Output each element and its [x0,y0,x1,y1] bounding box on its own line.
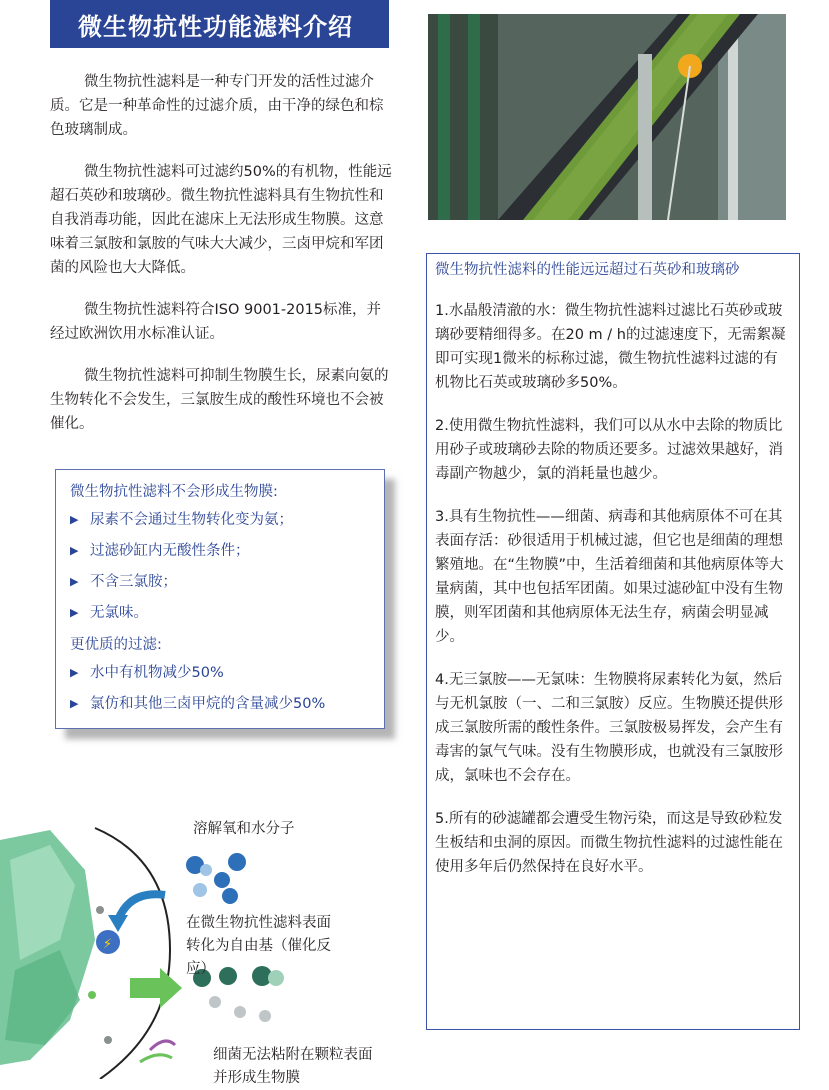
diagram-label-bacteria: 细菌无法粘附在颗粒表面并形成生物膜 [213,1047,373,1086]
biofilm-info-box [55,469,385,729]
conveyor-belt-photo [428,14,786,220]
intro-paragraph: 微生物抗性滤料符合ISO 9001-2015标准，并经过欧洲饮用水标准认证。 [50,302,382,342]
list-item: ▶ 不含三氯胺； [70,571,370,593]
diagram-label-oxygen: 溶解氧和水分子 [193,821,295,837]
performance-paragraph: 5.所有的砂滤罐都会遭受生物污染，而这是导致砂粒发生板结和虫洞的原因。而微生物抗性滤料的过滤性能在使用多年后仍然保持在良好水平。 [435,811,783,875]
intro-paragraph: 微生物抗性滤料可抑制生物膜生长，尿素向氨的生物转化不会发生，三氯胺生成的酸性环境也不会被催化。 [50,368,389,432]
list-item: ▶ 水中有机物减少50% [70,662,370,684]
list-item: ▶ 过滤砂缸内无酸性条件； [70,540,370,562]
performance-heading: 微生物抗性滤料的性能远远超过石英砂和玻璃砂 [435,262,740,278]
list-item: ▶ 尿素不会通过生物转化变为氨； [70,509,370,531]
diagram-label-radicals: 在微生物抗性滤料表面转化为自由基（催化反应） [186,915,331,977]
svg-text:⚡: ⚡ [103,937,113,952]
performance-paragraph: 2.使用微生物抗性滤料，我们可以从水中去除的物质比用砂子或玻璃砂去除的物质还要多。过滤效果越好，消毒副产物越少，氯的消耗量也越少。 [435,418,783,482]
list-item: ▶ 无氯味。 [70,602,370,624]
conveyor-photo-illustration [428,14,786,220]
catalysis-diagram [0,800,400,1086]
info-box-heading: 微生物抗性滤料不会形成生物膜: [70,484,278,500]
list-item: ▶ 氯仿和其他三卤甲烷的含量减少50% [70,693,370,715]
info-box-subheading: 更优质的过滤: [70,637,162,653]
info-box-list [70,509,370,624]
page-title: 微生物抗性功能滤料介绍 [50,0,389,48]
performance-paragraph: 3.具有生物抗性——细菌、病毒和其他病原体不可在其表面存活：砂很适用于机械过滤，但它也是细菌的理想繁殖地。在“生物膜”中，生活着细菌和其他病原体等大量病菌，其中也包括军团菌。如果过滤砂缸中没有生物膜，则军团菌和其他病原体无法生存，病菌会明显减少。 [435,509,784,645]
intro-paragraph: 微生物抗性滤料是一种专门开发的活性过滤介质。它是一种革命性的过滤介质，由干净的绿色和棕色玻璃制成。 [50,74,384,138]
info-box-list-2 [70,662,370,715]
performance-paragraph: 4.无三氯胺——无氯味：生物膜将尿素转化为氨，然后与无机氯胺（一、二和三氯胺）反应。生物膜还提供形成三氯胺所需的酸性条件。三氯胺极易挥发，会产生有毒害的氯气气味。没有生物膜形成，也就没有三氯胺形成，氯味也不会存在。 [435,672,783,784]
performance-paragraph: 1.水晶般清澈的水：微生物抗性滤料过滤比石英砂或玻璃砂要精细得多。在20 m / h的过滤速度下，无需絮凝即可实现1微米的标称过滤，微生物抗性滤料过滤的有机物比石英或玻璃砂多50%。 [435,303,786,391]
performance-box [426,253,800,1030]
intro-text [50,70,395,454]
intro-paragraph: 微生物抗性滤料可过滤约50%的有机物，性能远超石英砂和玻璃砂。微生物抗性滤料具有生物抗性和自我消毒功能，因此在滤床上无法形成生物膜。这意味着三氯胺和氯胺的气味大大减少，三卤甲烷和军团菌的风险也大大降低。 [50,164,392,276]
